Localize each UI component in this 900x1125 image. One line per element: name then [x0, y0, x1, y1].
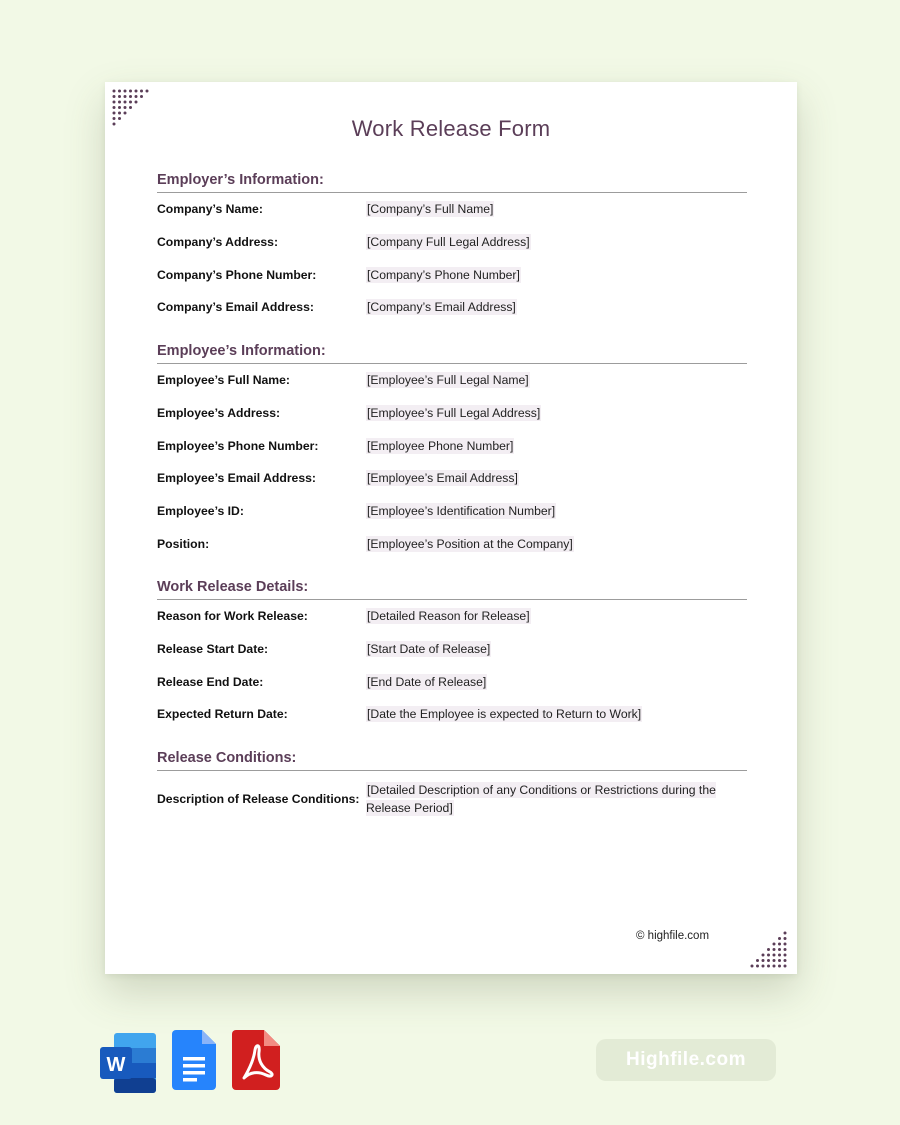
field-label: Employee’s Address:	[157, 406, 281, 421]
field-label: Release End Date:	[157, 674, 264, 689]
field-value[interactable]: [Employee’s Email Address]	[367, 471, 518, 486]
field-value[interactable]: [Company’s Email Address]	[367, 300, 516, 315]
field-label: Employee’s ID:	[157, 504, 244, 519]
decorative-dots-bottom-right	[747, 930, 791, 970]
employee-information-section	[157, 343, 747, 560]
form-row-release-end-date	[157, 665, 747, 698]
form-row-company-phone	[157, 258, 747, 291]
section-title: Employee’s Information:	[157, 343, 747, 364]
brand-badge[interactable]: Highfile.com	[596, 1039, 776, 1081]
form-row-company-email	[157, 291, 747, 324]
field-label: Release Start Date:	[157, 642, 269, 657]
field-value[interactable]: [Date the Employee is expected to Return to Work]	[367, 707, 642, 722]
field-value[interactable]: [Company’s Full Name]	[367, 202, 494, 217]
field-value[interactable]: [Company Full Legal Address]	[367, 235, 530, 250]
field-label: Expected Return Date:	[157, 707, 288, 722]
field-value[interactable]: [Employee Phone Number]	[367, 438, 514, 453]
form-row-release-conditions	[157, 771, 747, 827]
document-page	[105, 82, 797, 974]
form-row-employee-phone	[157, 429, 747, 462]
release-conditions-section	[157, 750, 747, 827]
field-value[interactable]: [Employee’s Position at the Company]	[367, 536, 573, 551]
field-label: Employee’s Phone Number:	[157, 438, 319, 453]
form-row-company-address	[157, 226, 747, 259]
field-label: Company’s Email Address:	[157, 300, 314, 315]
form-row-employee-address	[157, 397, 747, 430]
form-row-release-reason	[157, 600, 747, 633]
field-value[interactable]: [Detailed Description of any Conditions or Restrictions during the Release Period]	[366, 783, 716, 815]
field-label: Employee’s Email Address:	[157, 471, 316, 486]
field-value[interactable]: [Employee’s Full Legal Name]	[367, 373, 529, 388]
word-icon[interactable]	[100, 1033, 158, 1093]
employer-information-section	[157, 172, 747, 324]
field-value[interactable]: [Company’s Phone Number]	[367, 267, 520, 282]
field-label: Description of Release Conditions:	[157, 792, 360, 806]
field-value[interactable]: [Start Date of Release]	[367, 642, 491, 657]
section-title: Release Conditions:	[157, 750, 747, 771]
field-value[interactable]: [End Date of Release]	[367, 674, 487, 689]
field-value[interactable]: [Employee’s Identification Number]	[367, 504, 556, 519]
svg-text:W: W	[106, 1054, 126, 1076]
field-value[interactable]: [Detailed Reason for Release]	[367, 609, 530, 624]
field-label: Company’s Name:	[157, 202, 263, 217]
work-release-details-section	[157, 579, 747, 731]
field-label: Employee’s Full Name:	[157, 373, 290, 388]
form-row-company-name	[157, 193, 747, 226]
section-title: Work Release Details:	[157, 579, 747, 600]
form-row-employee-email	[157, 462, 747, 495]
section-title: Employer’s Information:	[157, 172, 747, 193]
field-label: Position:	[157, 536, 210, 551]
field-label: Reason for Work Release:	[157, 609, 308, 624]
google-docs-icon[interactable]	[172, 1030, 216, 1090]
field-label: Company’s Phone Number:	[157, 267, 317, 282]
field-label: Company’s Address:	[157, 235, 278, 250]
form-row-employee-id	[157, 495, 747, 528]
field-value[interactable]: [Employee’s Full Legal Address]	[367, 406, 541, 421]
form-row-position	[157, 527, 747, 560]
page-title: Work Release Form	[351, 116, 551, 141]
copyright-footer: © highfile.com	[636, 930, 710, 942]
pdf-icon[interactable]	[232, 1030, 280, 1090]
form-row-release-start-date	[157, 633, 747, 666]
form-row-expected-return-date	[157, 698, 747, 731]
form-row-employee-name	[157, 364, 747, 397]
